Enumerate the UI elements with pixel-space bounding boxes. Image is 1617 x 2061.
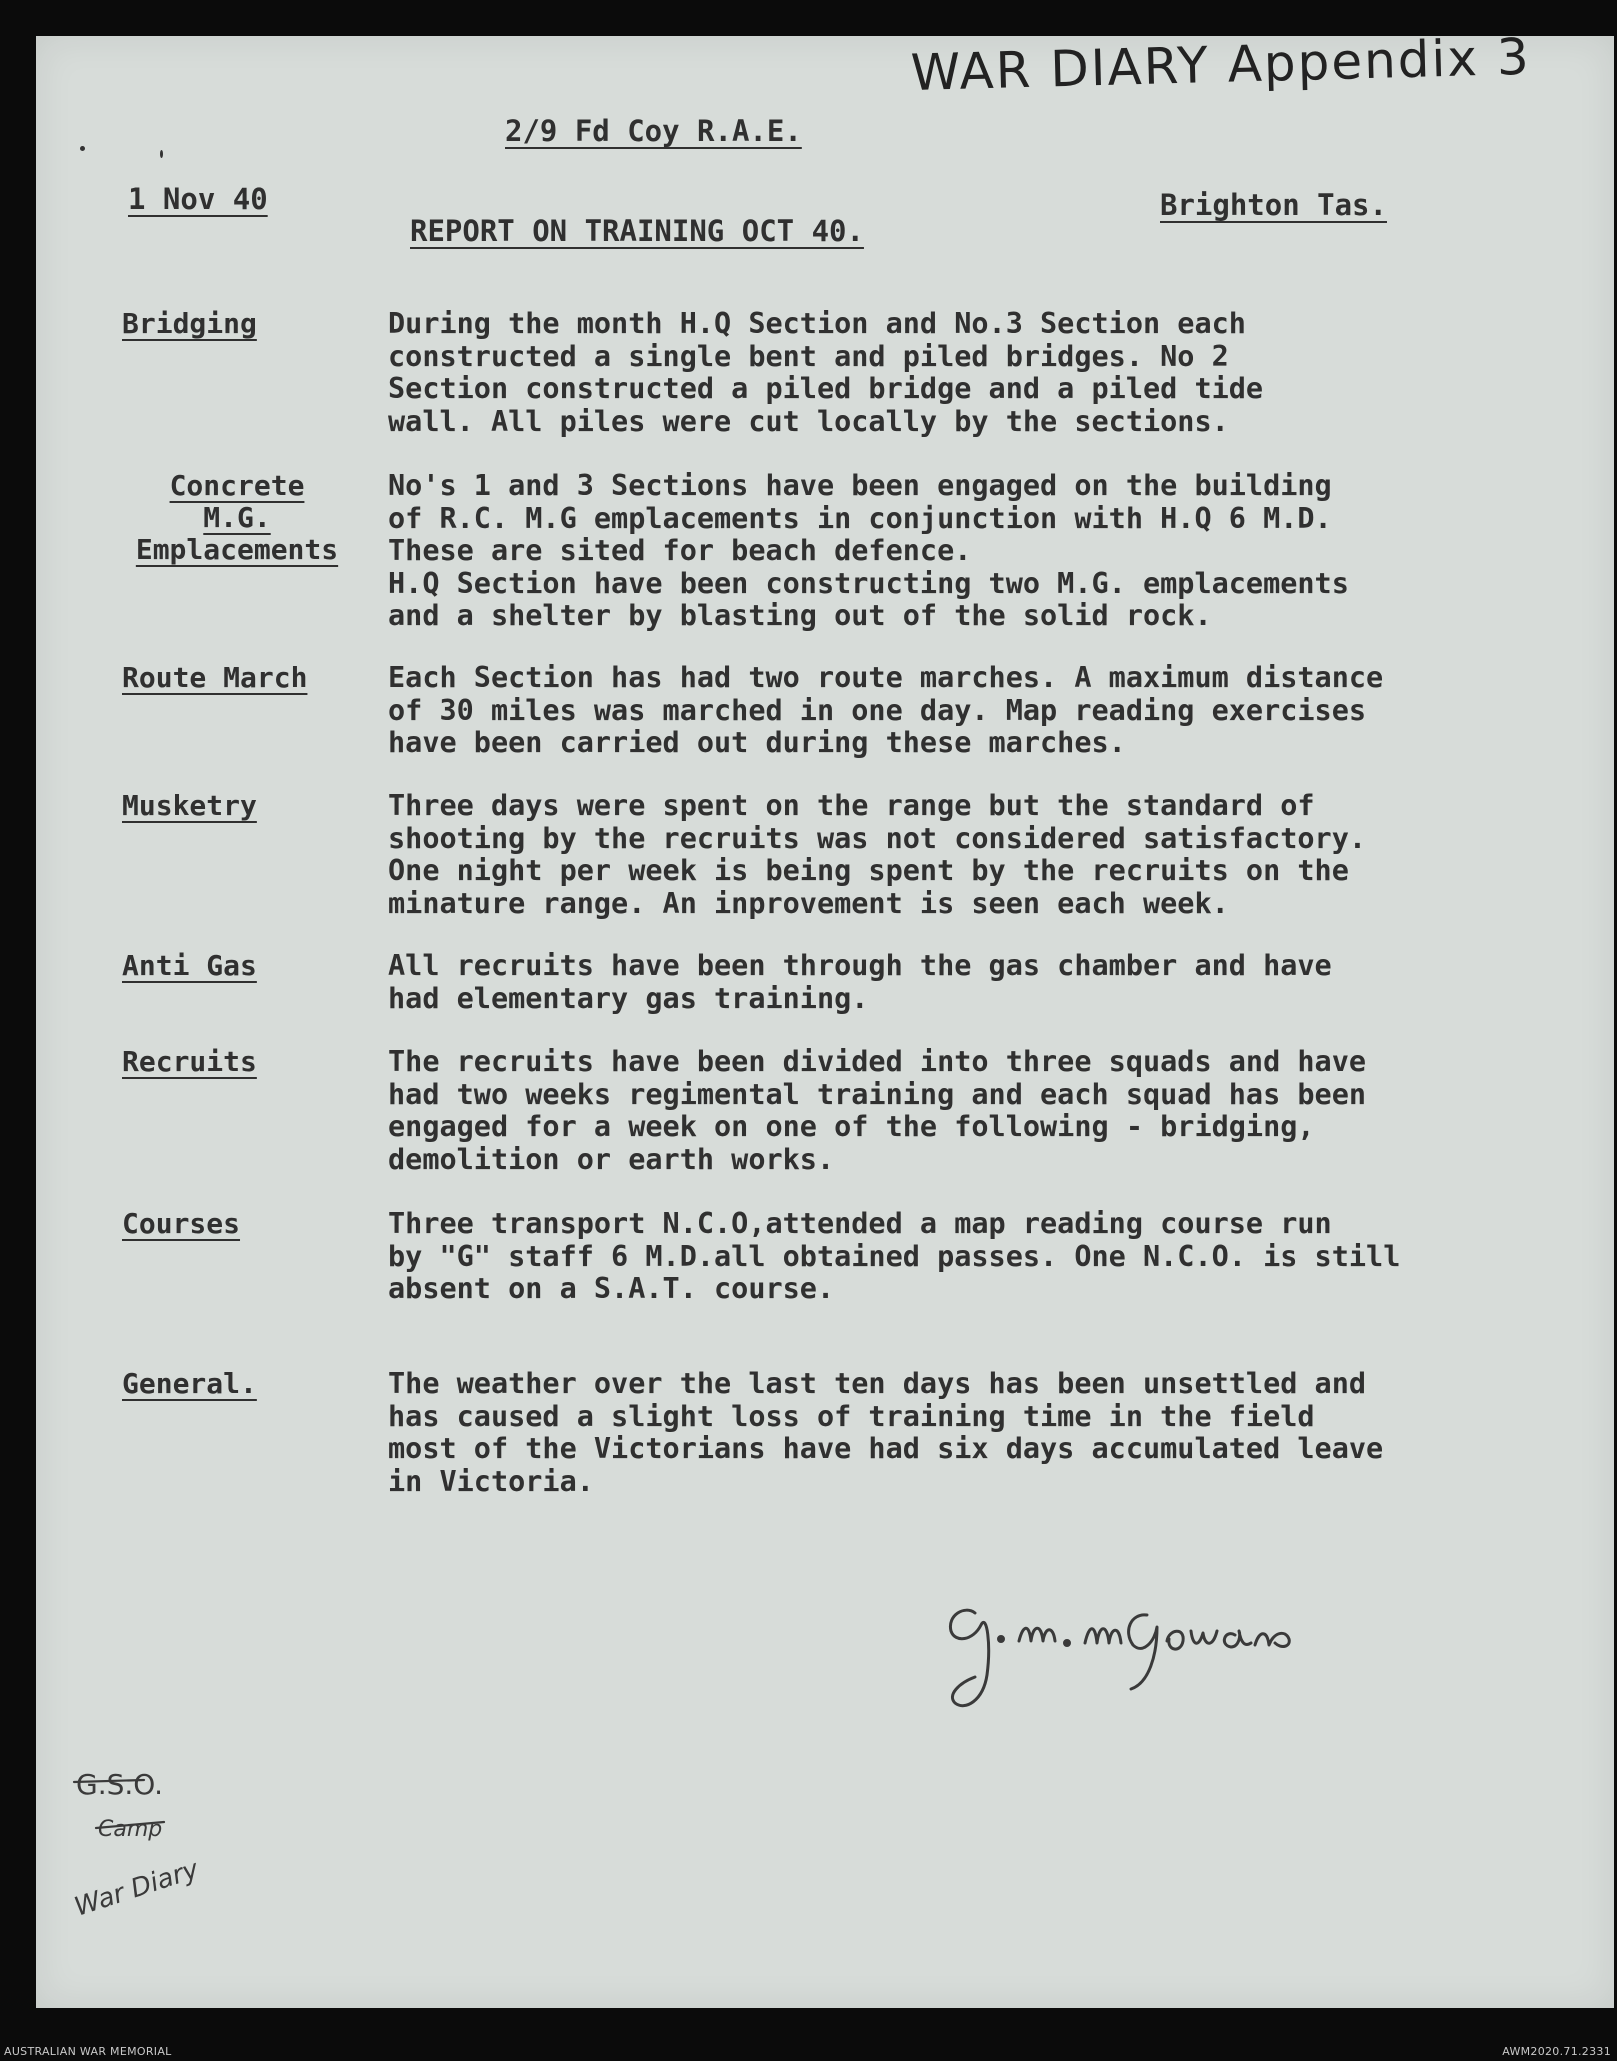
margin-note-war-diary: War Diary [70,1854,203,1923]
footer-archive-id: AWM2020.71.2331 [1502,2045,1611,2058]
section-label: Route March [122,661,308,694]
section-body: Each Section has had two route marches. A maximum distance of 30 miles was marched in one day. Map reading exercises have been carried out during these marches. [388,661,1384,759]
section-body: Three days were spent on the range but the standard of shooting by the recruits was not considered satisfactory. One night per week is being spent by the recruits on the minature range. An inprovement is seen each week. [388,789,1367,920]
section-body: Three transport N.C.O,attended a map reading course run by "G" staff 6 M.D.all obtained passes. One N.C.O. is still absent on a S.A.T. course. [388,1207,1401,1305]
section-label: Anti Gas [122,949,257,982]
ink-speck [80,146,85,151]
report-date: 1 Nov 40 [128,182,268,216]
handwritten-title: WAR DIARY Appendix 3 [910,27,1532,102]
section-label: Recruits [122,1045,257,1078]
section-label: General. [122,1367,257,1400]
section-body: The recruits have been divided into three squads and have had two weeks regimental training and each squad has been engaged for a week on one of the following - bridging, demolition or earth works. [388,1045,1367,1176]
report-place: Brighton Tas. [1160,188,1387,222]
section-body: All recruits have been through the gas chamber and have had elementary gas training. [388,949,1332,1015]
margin-notes [70,1760,250,1930]
margin-note-camp: Camp [98,1817,163,1842]
report-title: REPORT ON TRAINING OCT 40. [410,214,864,248]
section-label: Courses [122,1207,241,1240]
section-body: During the month H.Q Section and No.3 Section each constructed a single bent and piled bridges. No 2 Section constructed a piled bridge and a piled tide wall. All piles were cut locally by the sections. [388,307,1264,438]
margin-note-gso: G.S.O. [76,1768,164,1801]
signature [935,1565,1355,1715]
footer-archive-name: AUSTRALIAN WAR MEMORIAL [4,2045,172,2058]
section-body: No's 1 and 3 Sections have been engaged on the building of R.C. M.G emplacements in conjunction with H.Q 6 M.D. These are sited for beach defence. H.Q Section have been constructing two M.G. emplacements and a shelter by blasting out of the solid rock. [388,469,1349,632]
section-label: Bridging [122,307,257,340]
ink-speck [160,150,163,158]
section-label: Musketry [122,789,257,822]
unit-heading: 2/9 Fd Coy R.A.E. [505,114,802,148]
section-label: Concrete M.G. Emplacements [135,469,339,566]
section-body: The weather over the last ten days has been unsettled and has caused a slight loss of training time in the field most of the Victorians have had six days accumulated leave in Victoria. [388,1367,1384,1498]
